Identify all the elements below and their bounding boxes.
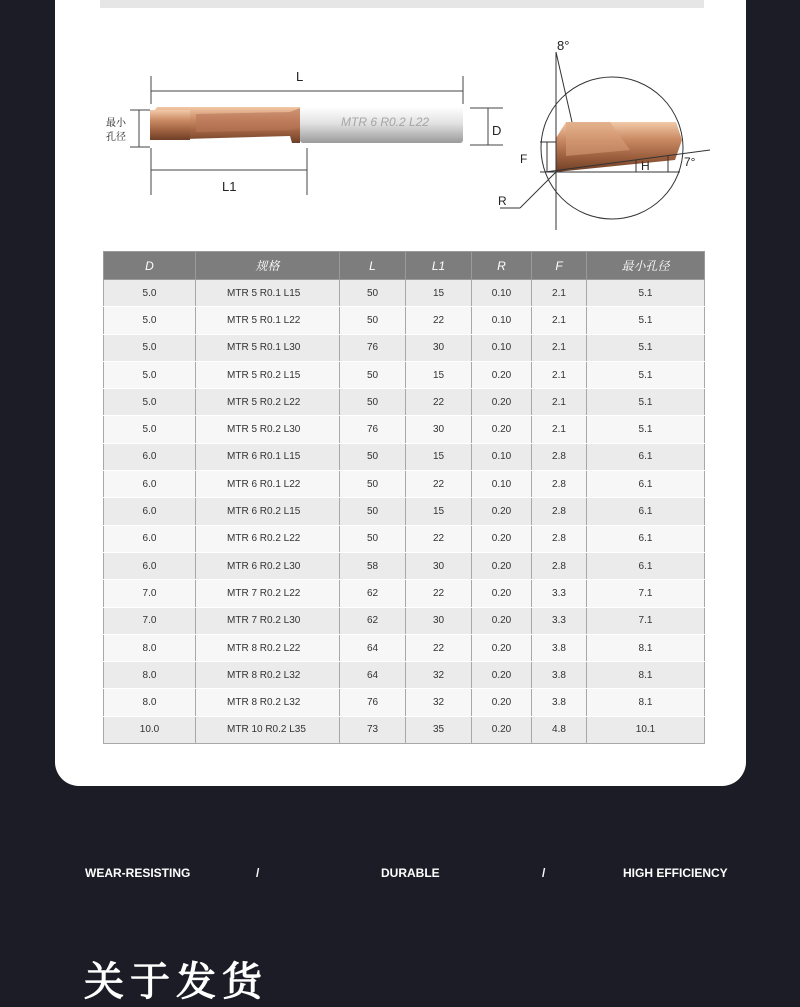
cell-r: 0.10 (472, 334, 532, 361)
cell-l1: 30 (406, 607, 472, 634)
cell-f: 3.8 (532, 634, 587, 661)
cell-spec: MTR 6 R0.1 L15 (196, 443, 340, 470)
cell-f: 3.3 (532, 580, 587, 607)
dimension-F-label: F (520, 152, 528, 166)
table-row (104, 716, 705, 743)
cell-d: 6.0 (104, 498, 196, 525)
cell-spec: MTR 5 R0.1 L15 (196, 280, 340, 307)
cell-r: 0.10 (472, 280, 532, 307)
dimension-D-label: D (492, 123, 502, 138)
cell-d: 8.0 (104, 634, 196, 661)
cell-d: 5.0 (104, 361, 196, 388)
cell-spec: MTR 8 R0.2 L32 (196, 662, 340, 689)
cell-d: 5.0 (104, 416, 196, 443)
cell-l: 50 (340, 361, 406, 388)
cell-r: 0.20 (472, 634, 532, 661)
feature-strip (0, 866, 800, 886)
cell-min-bore: 5.1 (587, 334, 705, 361)
cell-d: 10.0 (104, 716, 196, 743)
header-l: L (340, 252, 406, 280)
cell-min-bore: 6.1 (587, 498, 705, 525)
cell-l1: 22 (406, 634, 472, 661)
cell-min-bore: 7.1 (587, 607, 705, 634)
cell-r: 0.20 (472, 552, 532, 579)
cell-d: 6.0 (104, 443, 196, 470)
cell-f: 2.1 (532, 307, 587, 334)
cell-min-bore: 6.1 (587, 471, 705, 498)
cell-l: 50 (340, 389, 406, 416)
cell-l1: 15 (406, 498, 472, 525)
cell-l: 76 (340, 334, 406, 361)
tool-marking-text: MTR 6 R0.2 L22 (341, 115, 430, 129)
table-row (104, 416, 705, 443)
feature-high-efficiency: HIGH EFFICIENCY (623, 866, 728, 880)
cell-r: 0.20 (472, 416, 532, 443)
cell-l: 50 (340, 471, 406, 498)
table-row (104, 634, 705, 661)
cell-spec: MTR 5 R0.2 L30 (196, 416, 340, 443)
cell-min-bore: 8.1 (587, 689, 705, 716)
cell-min-bore: 6.1 (587, 525, 705, 552)
cell-l1: 15 (406, 443, 472, 470)
feature-separator: / (542, 866, 546, 880)
cell-min-bore: 5.1 (587, 280, 705, 307)
cell-f: 4.8 (532, 716, 587, 743)
cell-r: 0.20 (472, 662, 532, 689)
table-header-row (104, 252, 705, 280)
cell-min-bore: 6.1 (587, 552, 705, 579)
cell-l1: 30 (406, 334, 472, 361)
table-row (104, 552, 705, 579)
cell-l: 50 (340, 525, 406, 552)
cell-l: 62 (340, 607, 406, 634)
cell-l1: 32 (406, 662, 472, 689)
cell-spec: MTR 6 R0.2 L22 (196, 525, 340, 552)
table-row (104, 471, 705, 498)
cell-r: 0.10 (472, 307, 532, 334)
table-row (104, 689, 705, 716)
cell-d: 5.0 (104, 389, 196, 416)
dimension-R-label: R (498, 194, 507, 208)
table-row (104, 443, 705, 470)
cell-r: 0.20 (472, 498, 532, 525)
cell-l1: 35 (406, 716, 472, 743)
table-row (104, 580, 705, 607)
cell-f: 2.8 (532, 552, 587, 579)
cell-l: 50 (340, 307, 406, 334)
feature-separator: / (256, 866, 260, 880)
cell-l: 50 (340, 280, 406, 307)
dimension-L1-label: L1 (222, 179, 237, 194)
cell-spec: MTR 8 R0.2 L22 (196, 634, 340, 661)
cell-l1: 22 (406, 580, 472, 607)
cell-spec: MTR 5 R0.2 L22 (196, 389, 340, 416)
cell-d: 5.0 (104, 307, 196, 334)
cell-l1: 22 (406, 525, 472, 552)
cell-f: 2.8 (532, 498, 587, 525)
header-spec: 规格 (196, 252, 340, 280)
header-l1: L1 (406, 252, 472, 280)
cell-l1: 22 (406, 471, 472, 498)
cell-l: 50 (340, 498, 406, 525)
tool-dimension-diagram (0, 0, 800, 250)
cell-f: 2.8 (532, 525, 587, 552)
cell-min-bore: 7.1 (587, 580, 705, 607)
cell-f: 2.8 (532, 471, 587, 498)
cell-f: 2.1 (532, 361, 587, 388)
angle-top-label: 8° (557, 38, 570, 53)
cell-f: 2.1 (532, 334, 587, 361)
cell-r: 0.20 (472, 580, 532, 607)
cell-f: 3.8 (532, 662, 587, 689)
cell-d: 7.0 (104, 580, 196, 607)
header-d: D (104, 252, 196, 280)
cell-f: 3.3 (532, 607, 587, 634)
cell-min-bore: 5.1 (587, 307, 705, 334)
cell-r: 0.10 (472, 443, 532, 470)
cell-r: 0.10 (472, 471, 532, 498)
cell-spec: MTR 7 R0.2 L22 (196, 580, 340, 607)
cell-l: 64 (340, 634, 406, 661)
cell-d: 6.0 (104, 525, 196, 552)
feature-wear-resisting: WEAR-RESISTING (85, 866, 191, 880)
cell-spec: MTR 5 R0.2 L15 (196, 361, 340, 388)
cell-d: 6.0 (104, 471, 196, 498)
cell-min-bore: 5.1 (587, 389, 705, 416)
cell-spec: MTR 6 R0.2 L15 (196, 498, 340, 525)
cell-r: 0.20 (472, 361, 532, 388)
cell-d: 7.0 (104, 607, 196, 634)
table-row (104, 525, 705, 552)
cell-l: 58 (340, 552, 406, 579)
min-bore-label-line1: 最小 (106, 118, 126, 129)
cell-d: 8.0 (104, 662, 196, 689)
cell-l: 64 (340, 662, 406, 689)
cell-spec: MTR 6 R0.2 L30 (196, 552, 340, 579)
table-row (104, 280, 705, 307)
table-row (104, 389, 705, 416)
cell-l: 62 (340, 580, 406, 607)
cell-l: 50 (340, 443, 406, 470)
header-r: R (472, 252, 532, 280)
section-heading: 关于发货 (84, 960, 268, 1004)
cell-min-bore: 6.1 (587, 443, 705, 470)
cell-l1: 30 (406, 552, 472, 579)
min-bore-label-line2: 孔径 (106, 132, 126, 143)
cell-l1: 15 (406, 361, 472, 388)
cell-f: 2.8 (532, 443, 587, 470)
cell-spec: MTR 7 R0.2 L30 (196, 607, 340, 634)
cell-l1: 22 (406, 307, 472, 334)
cell-r: 0.20 (472, 607, 532, 634)
header-min-bore: 最小孔径 (587, 252, 705, 280)
cell-min-bore: 8.1 (587, 634, 705, 661)
cell-spec: MTR 5 R0.1 L30 (196, 334, 340, 361)
cell-l: 73 (340, 716, 406, 743)
dimension-L-label: L (296, 69, 304, 84)
table-row (104, 498, 705, 525)
cell-min-bore: 8.1 (587, 662, 705, 689)
spec-table (103, 251, 705, 744)
cell-f: 2.1 (532, 416, 587, 443)
cell-d: 5.0 (104, 334, 196, 361)
cell-f: 3.8 (532, 689, 587, 716)
cell-r: 0.20 (472, 689, 532, 716)
cell-spec: MTR 10 R0.2 L35 (196, 716, 340, 743)
cell-l1: 32 (406, 689, 472, 716)
cell-l1: 22 (406, 389, 472, 416)
dimension-H-label: H (641, 159, 650, 173)
header-f: F (532, 252, 587, 280)
cell-f: 2.1 (532, 389, 587, 416)
cell-r: 0.20 (472, 525, 532, 552)
cell-spec: MTR 5 R0.1 L22 (196, 307, 340, 334)
cell-r: 0.20 (472, 389, 532, 416)
cell-r: 0.20 (472, 716, 532, 743)
cell-l1: 15 (406, 280, 472, 307)
table-row (104, 361, 705, 388)
angle-side-label: 7° (684, 155, 696, 169)
cell-min-bore: 5.1 (587, 361, 705, 388)
cell-spec: MTR 6 R0.1 L22 (196, 471, 340, 498)
cell-l1: 30 (406, 416, 472, 443)
cell-spec: MTR 8 R0.2 L32 (196, 689, 340, 716)
table-row (104, 307, 705, 334)
cell-l: 76 (340, 416, 406, 443)
cell-min-bore: 5.1 (587, 416, 705, 443)
table-row (104, 607, 705, 634)
cell-d: 8.0 (104, 689, 196, 716)
cell-f: 2.1 (532, 280, 587, 307)
cell-d: 5.0 (104, 280, 196, 307)
cell-d: 6.0 (104, 552, 196, 579)
cell-l: 76 (340, 689, 406, 716)
cell-min-bore: 10.1 (587, 716, 705, 743)
feature-durable: DURABLE (381, 866, 440, 880)
table-row (104, 334, 705, 361)
table-row (104, 662, 705, 689)
